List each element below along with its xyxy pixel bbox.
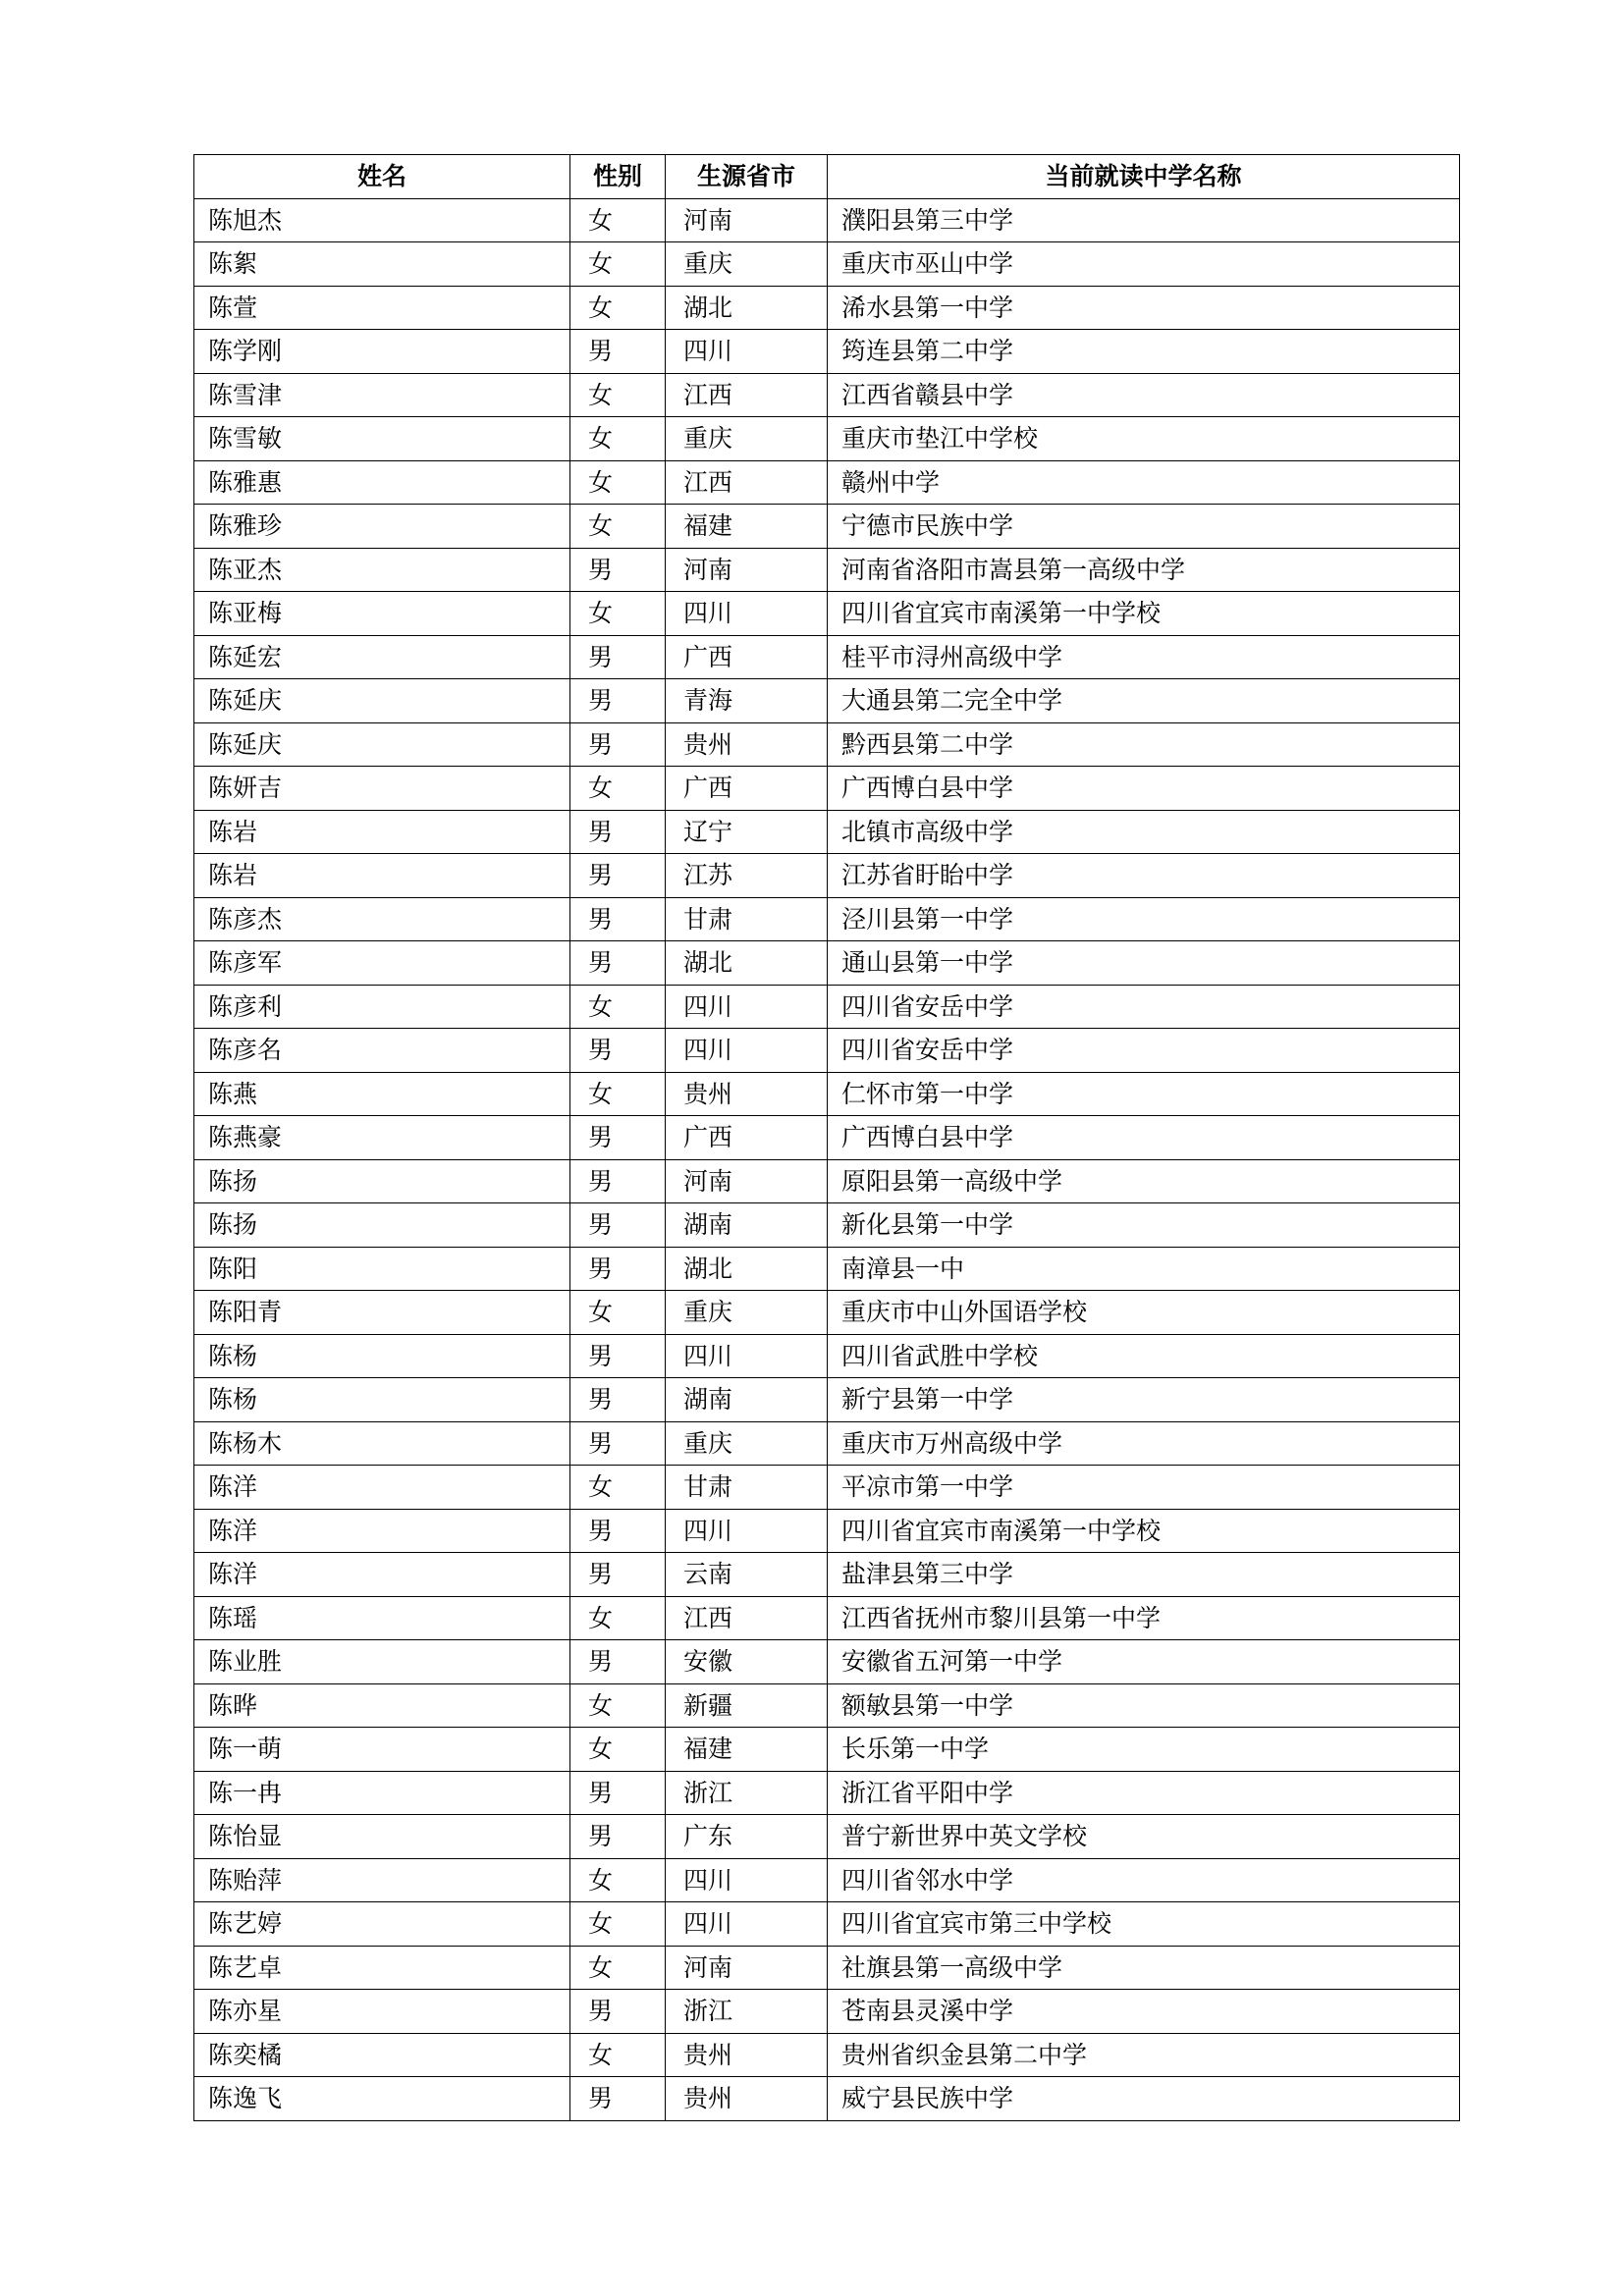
table-row: [194, 941, 1460, 986]
cell-name: 陈延庆: [194, 679, 570, 723]
cell-gender: 女: [570, 1291, 666, 1335]
table-row: [194, 1902, 1460, 1947]
cell-name: 陈絮: [194, 242, 570, 287]
header-name: 姓名: [194, 155, 570, 199]
table-body: [194, 198, 1460, 2120]
cell-name: 陈洋: [194, 1466, 570, 1510]
cell-gender: 男: [570, 548, 666, 592]
cell-name: 陈亚梅: [194, 592, 570, 636]
cell-gender: 女: [570, 1683, 666, 1728]
table-row: [194, 1029, 1460, 1073]
cell-name: 陈雪敏: [194, 417, 570, 461]
cell-name: 陈妍吉: [194, 767, 570, 811]
table-row: [194, 1990, 1460, 2034]
cell-gender: 女: [570, 373, 666, 417]
cell-name: 陈岩: [194, 810, 570, 854]
table-row: [194, 592, 1460, 636]
cell-province: 江苏: [666, 854, 828, 898]
table-row: [194, 1683, 1460, 1728]
table-row: [194, 722, 1460, 767]
cell-gender: 男: [570, 1815, 666, 1859]
table-row: [194, 635, 1460, 679]
cell-name: 陈萱: [194, 286, 570, 330]
cell-school: 盐津县第三中学: [828, 1553, 1460, 1597]
table-row: [194, 985, 1460, 1029]
cell-province: 四川: [666, 330, 828, 374]
cell-gender: 女: [570, 1946, 666, 1990]
cell-gender: 男: [570, 897, 666, 941]
cell-province: 福建: [666, 505, 828, 549]
cell-province: 四川: [666, 1334, 828, 1378]
cell-name: 陈晔: [194, 1683, 570, 1728]
cell-gender: 男: [570, 1029, 666, 1073]
cell-school: 安徽省五河第一中学: [828, 1640, 1460, 1684]
cell-province: 广西: [666, 767, 828, 811]
cell-school: 新化县第一中学: [828, 1203, 1460, 1248]
cell-province: 湖南: [666, 1378, 828, 1422]
cell-name: 陈洋: [194, 1553, 570, 1597]
document-page: [193, 154, 1459, 2121]
cell-school: 重庆市万州高级中学: [828, 1421, 1460, 1466]
cell-school: 广西博白县中学: [828, 767, 1460, 811]
header-gender: 性别: [570, 155, 666, 199]
cell-name: 陈艺婷: [194, 1902, 570, 1947]
table-row: [194, 1159, 1460, 1203]
cell-gender: 女: [570, 1728, 666, 1772]
cell-gender: 男: [570, 1203, 666, 1248]
cell-gender: 女: [570, 460, 666, 505]
cell-province: 河南: [666, 1159, 828, 1203]
cell-province: 河南: [666, 198, 828, 242]
cell-province: 贵州: [666, 722, 828, 767]
cell-school: 江西省抚州市黎川县第一中学: [828, 1596, 1460, 1640]
cell-school: 四川省宜宾市南溪第一中学校: [828, 592, 1460, 636]
cell-school: 四川省宜宾市第三中学校: [828, 1902, 1460, 1947]
cell-name: 陈杨木: [194, 1421, 570, 1466]
cell-school: 重庆市垫江中学校: [828, 417, 1460, 461]
cell-school: 宁德市民族中学: [828, 505, 1460, 549]
cell-name: 陈扬: [194, 1203, 570, 1248]
table-row: [194, 1247, 1460, 1291]
cell-province: 广东: [666, 1815, 828, 1859]
cell-school: 四川省武胜中学校: [828, 1334, 1460, 1378]
cell-province: 湖北: [666, 941, 828, 986]
cell-name: 陈彦军: [194, 941, 570, 986]
cell-school: 威宁县民族中学: [828, 2077, 1460, 2121]
student-roster-table: [193, 154, 1460, 2121]
cell-name: 陈奕橘: [194, 2033, 570, 2077]
header-school: 当前就读中学名称: [828, 155, 1460, 199]
cell-name: 陈一冉: [194, 1771, 570, 1815]
cell-name: 陈雪津: [194, 373, 570, 417]
cell-name: 陈彦利: [194, 985, 570, 1029]
table-row: [194, 242, 1460, 287]
cell-province: 云南: [666, 1553, 828, 1597]
cell-gender: 男: [570, 1159, 666, 1203]
cell-province: 湖北: [666, 286, 828, 330]
cell-name: 陈彦杰: [194, 897, 570, 941]
cell-gender: 女: [570, 505, 666, 549]
cell-school: 濮阳县第三中学: [828, 198, 1460, 242]
table-row: [194, 1421, 1460, 1466]
cell-province: 安徽: [666, 1640, 828, 1684]
cell-province: 重庆: [666, 417, 828, 461]
cell-school: 额敏县第一中学: [828, 1683, 1460, 1728]
cell-gender: 女: [570, 417, 666, 461]
cell-name: 陈贻萍: [194, 1858, 570, 1902]
cell-gender: 女: [570, 1596, 666, 1640]
cell-province: 贵州: [666, 1072, 828, 1116]
cell-province: 河南: [666, 548, 828, 592]
cell-name: 陈瑶: [194, 1596, 570, 1640]
cell-school: 赣州中学: [828, 460, 1460, 505]
table-row: [194, 2033, 1460, 2077]
cell-name: 陈阳青: [194, 1291, 570, 1335]
cell-province: 四川: [666, 1858, 828, 1902]
header-province: 生源省市: [666, 155, 828, 199]
cell-gender: 男: [570, 2077, 666, 2121]
cell-province: 湖北: [666, 1247, 828, 1291]
table-row: [194, 897, 1460, 941]
cell-name: 陈燕豪: [194, 1116, 570, 1160]
table-row: [194, 810, 1460, 854]
cell-school: 江西省赣县中学: [828, 373, 1460, 417]
table-row: [194, 1291, 1460, 1335]
cell-school: 社旗县第一高级中学: [828, 1946, 1460, 1990]
cell-school: 黔西县第二中学: [828, 722, 1460, 767]
cell-name: 陈艺卓: [194, 1946, 570, 1990]
table-row: [194, 2077, 1460, 2121]
table-row: [194, 1466, 1460, 1510]
table-row: [194, 1509, 1460, 1553]
cell-gender: 男: [570, 1378, 666, 1422]
cell-province: 重庆: [666, 1291, 828, 1335]
cell-gender: 女: [570, 1902, 666, 1947]
cell-province: 浙江: [666, 1990, 828, 2034]
cell-province: 四川: [666, 592, 828, 636]
cell-school: 广西博白县中学: [828, 1116, 1460, 1160]
cell-gender: 女: [570, 985, 666, 1029]
cell-school: 江苏省盱眙中学: [828, 854, 1460, 898]
cell-province: 四川: [666, 1509, 828, 1553]
cell-gender: 男: [570, 1421, 666, 1466]
cell-school: 筠连县第二中学: [828, 330, 1460, 374]
cell-province: 福建: [666, 1728, 828, 1772]
cell-province: 重庆: [666, 242, 828, 287]
cell-gender: 男: [570, 941, 666, 986]
table-row: [194, 854, 1460, 898]
cell-name: 陈延宏: [194, 635, 570, 679]
table-row: [194, 1771, 1460, 1815]
cell-name: 陈雅惠: [194, 460, 570, 505]
cell-province: 江西: [666, 460, 828, 505]
table-row: [194, 1596, 1460, 1640]
table-row: [194, 286, 1460, 330]
cell-school: 长乐第一中学: [828, 1728, 1460, 1772]
cell-gender: 男: [570, 1247, 666, 1291]
cell-province: 河南: [666, 1946, 828, 1990]
cell-gender: 男: [570, 854, 666, 898]
cell-school: 浠水县第一中学: [828, 286, 1460, 330]
cell-name: 陈旭杰: [194, 198, 570, 242]
cell-school: 北镇市高级中学: [828, 810, 1460, 854]
cell-gender: 男: [570, 1640, 666, 1684]
cell-gender: 男: [570, 679, 666, 723]
table-row: [194, 1858, 1460, 1902]
table-row: [194, 1378, 1460, 1422]
cell-province: 江西: [666, 1596, 828, 1640]
cell-province: 四川: [666, 1029, 828, 1073]
table-row: [194, 767, 1460, 811]
cell-province: 青海: [666, 679, 828, 723]
table-row: [194, 417, 1460, 461]
cell-name: 陈亦星: [194, 1990, 570, 2034]
cell-province: 贵州: [666, 2077, 828, 2121]
cell-school: 四川省宜宾市南溪第一中学校: [828, 1509, 1460, 1553]
cell-province: 广西: [666, 1116, 828, 1160]
table-row: [194, 1946, 1460, 1990]
cell-gender: 女: [570, 1858, 666, 1902]
table-row: [194, 1728, 1460, 1772]
cell-gender: 男: [570, 1116, 666, 1160]
cell-name: 陈杨: [194, 1378, 570, 1422]
cell-school: 仁怀市第一中学: [828, 1072, 1460, 1116]
cell-name: 陈学刚: [194, 330, 570, 374]
cell-school: 重庆市巫山中学: [828, 242, 1460, 287]
cell-province: 广西: [666, 635, 828, 679]
table-row: [194, 198, 1460, 242]
cell-province: 四川: [666, 985, 828, 1029]
cell-gender: 女: [570, 242, 666, 287]
cell-gender: 男: [570, 1334, 666, 1378]
cell-gender: 男: [570, 330, 666, 374]
table-row: [194, 330, 1460, 374]
cell-school: 四川省安岳中学: [828, 985, 1460, 1029]
cell-name: 陈业胜: [194, 1640, 570, 1684]
cell-gender: 男: [570, 1990, 666, 2034]
table-row: [194, 505, 1460, 549]
cell-name: 陈延庆: [194, 722, 570, 767]
cell-gender: 女: [570, 286, 666, 330]
cell-school: 原阳县第一高级中学: [828, 1159, 1460, 1203]
table-row: [194, 1334, 1460, 1378]
cell-name: 陈杨: [194, 1334, 570, 1378]
cell-name: 陈洋: [194, 1509, 570, 1553]
cell-gender: 男: [570, 722, 666, 767]
cell-school: 南漳县一中: [828, 1247, 1460, 1291]
cell-province: 湖南: [666, 1203, 828, 1248]
cell-province: 新疆: [666, 1683, 828, 1728]
cell-name: 陈亚杰: [194, 548, 570, 592]
cell-gender: 男: [570, 1771, 666, 1815]
cell-school: 平凉市第一中学: [828, 1466, 1460, 1510]
table-row: [194, 1640, 1460, 1684]
cell-name: 陈燕: [194, 1072, 570, 1116]
cell-province: 甘肃: [666, 1466, 828, 1510]
cell-gender: 男: [570, 810, 666, 854]
cell-province: 浙江: [666, 1771, 828, 1815]
cell-gender: 男: [570, 635, 666, 679]
table-row: [194, 373, 1460, 417]
cell-school: 普宁新世界中英文学校: [828, 1815, 1460, 1859]
table-header-row: [194, 155, 1460, 199]
cell-gender: 女: [570, 2033, 666, 2077]
cell-school: 四川省安岳中学: [828, 1029, 1460, 1073]
cell-school: 河南省洛阳市嵩县第一高级中学: [828, 548, 1460, 592]
cell-gender: 女: [570, 1466, 666, 1510]
cell-name: 陈逸飞: [194, 2077, 570, 2121]
cell-province: 辽宁: [666, 810, 828, 854]
cell-name: 陈怡显: [194, 1815, 570, 1859]
cell-name: 陈扬: [194, 1159, 570, 1203]
cell-province: 甘肃: [666, 897, 828, 941]
table-row: [194, 1072, 1460, 1116]
cell-school: 四川省邻水中学: [828, 1858, 1460, 1902]
cell-school: 贵州省织金县第二中学: [828, 2033, 1460, 2077]
cell-gender: 女: [570, 1072, 666, 1116]
cell-gender: 女: [570, 592, 666, 636]
cell-name: 陈雅珍: [194, 505, 570, 549]
cell-school: 新宁县第一中学: [828, 1378, 1460, 1422]
table-row: [194, 679, 1460, 723]
cell-school: 浙江省平阳中学: [828, 1771, 1460, 1815]
table-row: [194, 548, 1460, 592]
cell-province: 四川: [666, 1902, 828, 1947]
cell-school: 通山县第一中学: [828, 941, 1460, 986]
cell-name: 陈一萌: [194, 1728, 570, 1772]
table-row: [194, 1553, 1460, 1597]
cell-school: 大通县第二完全中学: [828, 679, 1460, 723]
table-row: [194, 1815, 1460, 1859]
table-row: [194, 460, 1460, 505]
cell-name: 陈阳: [194, 1247, 570, 1291]
cell-school: 重庆市中山外国语学校: [828, 1291, 1460, 1335]
cell-school: 泾川县第一中学: [828, 897, 1460, 941]
cell-name: 陈彦名: [194, 1029, 570, 1073]
cell-gender: 男: [570, 1553, 666, 1597]
cell-gender: 女: [570, 198, 666, 242]
table-row: [194, 1203, 1460, 1248]
cell-school: 苍南县灵溪中学: [828, 1990, 1460, 2034]
cell-province: 贵州: [666, 2033, 828, 2077]
cell-gender: 女: [570, 767, 666, 811]
cell-name: 陈岩: [194, 854, 570, 898]
cell-gender: 男: [570, 1509, 666, 1553]
cell-province: 江西: [666, 373, 828, 417]
cell-province: 重庆: [666, 1421, 828, 1466]
cell-school: 桂平市浔州高级中学: [828, 635, 1460, 679]
table-row: [194, 1116, 1460, 1160]
